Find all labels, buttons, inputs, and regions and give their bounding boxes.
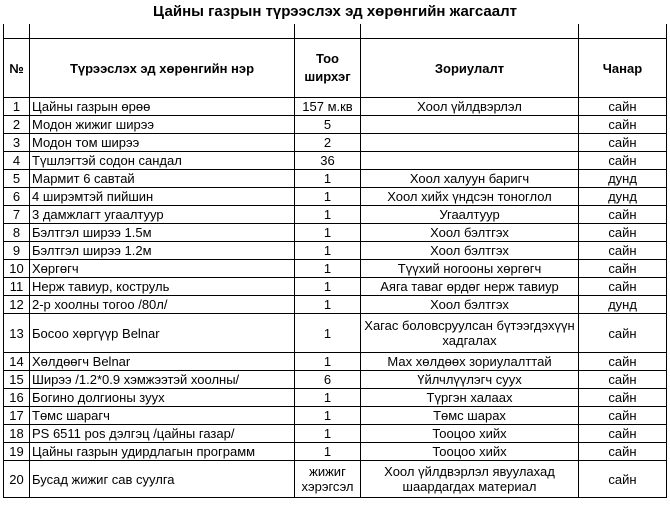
table-row: [4, 389, 667, 407]
cell-quality: сайн: [579, 425, 667, 443]
cell-qty: 1: [295, 353, 361, 371]
cell-name: Бэлтгэл ширээ 1.2м: [30, 242, 295, 260]
cell-name: Бусад жижиг сав суулга: [30, 461, 295, 498]
cell-no: 1: [4, 98, 30, 116]
table-row: [4, 152, 667, 170]
cell-name: Босоо хөргүүр Belnar: [30, 314, 295, 353]
header-no: №: [4, 39, 30, 98]
cell-no: 7: [4, 206, 30, 224]
table-row: [4, 98, 667, 116]
cell-quality: сайн: [579, 371, 667, 389]
cell-quality: сайн: [579, 98, 667, 116]
header-qty: Тоо ширхэг: [295, 39, 361, 98]
table-row: [4, 353, 667, 371]
cell-qty: 1: [295, 224, 361, 242]
cell-qty: 1: [295, 260, 361, 278]
cell-no: 8: [4, 224, 30, 242]
asset-table: [3, 24, 667, 498]
cell-name: Хөлдөөгч Belnar: [30, 353, 295, 371]
table-row: [4, 188, 667, 206]
cell-name: Ширээ /1.2*0.9 хэмжээтэй хоолны/: [30, 371, 295, 389]
cell-purpose: Мах хөлдөөх зориулалттай: [361, 353, 579, 371]
cell-qty: 2: [295, 134, 361, 152]
cell-name: 3 дамжлагт угаалтуур: [30, 206, 295, 224]
cell-purpose: Хоол үйлдвэрлэл явуулахад шаардагдах материал: [361, 461, 579, 498]
cell-quality: сайн: [579, 314, 667, 353]
cell-no: 11: [4, 278, 30, 296]
cell-purpose: Үйлчлүүлэгч суух: [361, 371, 579, 389]
table-row: [4, 443, 667, 461]
table-row: [4, 371, 667, 389]
cell-name: Модон жижиг ширээ: [30, 116, 295, 134]
cell-purpose: Тооцоо хийх: [361, 425, 579, 443]
cell-no: 3: [4, 134, 30, 152]
cell-purpose: Хоол хийх үндсэн тоноглол: [361, 188, 579, 206]
header-name: Түрээслэх эд хөрөнгийн нэр: [30, 39, 295, 98]
header-quality: Чанар: [579, 39, 667, 98]
cell-no: 5: [4, 170, 30, 188]
cell-no: 17: [4, 407, 30, 425]
cell-name: Богино долгионы зуух: [30, 389, 295, 407]
cell-no: 15: [4, 371, 30, 389]
table-row: [4, 278, 667, 296]
cell-qty: 1: [295, 278, 361, 296]
blank-row: [4, 24, 667, 39]
cell-quality: сайн: [579, 389, 667, 407]
cell-name: Мармит 6 савтай: [30, 170, 295, 188]
table-row: [4, 134, 667, 152]
cell-name: PS 6511 pos дэлгэц /цайны газар/: [30, 425, 295, 443]
cell-no: 20: [4, 461, 30, 498]
cell-qty: жижиг хэрэгсэл: [295, 461, 361, 498]
cell-qty: 1: [295, 242, 361, 260]
cell-purpose: Хоол бэлтгэх: [361, 242, 579, 260]
table-row: [4, 314, 667, 353]
cell-quality: сайн: [579, 278, 667, 296]
cell-quality: сайн: [579, 353, 667, 371]
cell-no: 12: [4, 296, 30, 314]
cell-purpose: Тооцоо хийх: [361, 443, 579, 461]
cell-qty: 1: [295, 314, 361, 353]
table-row: [4, 260, 667, 278]
cell-qty: 6: [295, 371, 361, 389]
cell-purpose: Түргэн халаах: [361, 389, 579, 407]
cell-no: 9: [4, 242, 30, 260]
cell-quality: сайн: [579, 224, 667, 242]
cell-qty: 5: [295, 116, 361, 134]
cell-quality: сайн: [579, 461, 667, 498]
cell-no: 4: [4, 152, 30, 170]
cell-purpose: Түүхий ногооны хөргөгч: [361, 260, 579, 278]
cell-purpose: Аяга таваг өрдөг нерж тавиур: [361, 278, 579, 296]
table-row: [4, 224, 667, 242]
cell-purpose: [361, 152, 579, 170]
cell-name: 2-р хоолны тогоо /80л/: [30, 296, 295, 314]
cell-quality: сайн: [579, 206, 667, 224]
cell-qty: 1: [295, 389, 361, 407]
cell-purpose: [361, 116, 579, 134]
cell-purpose: Хоол бэлтгэх: [361, 224, 579, 242]
cell-no: 16: [4, 389, 30, 407]
cell-no: 13: [4, 314, 30, 353]
cell-name: Түшлэгтэй содон сандал: [30, 152, 295, 170]
cell-qty: 1: [295, 443, 361, 461]
cell-quality: дунд: [579, 188, 667, 206]
table-row: [4, 461, 667, 498]
cell-name: Төмс шарагч: [30, 407, 295, 425]
cell-name: Хөргөгч: [30, 260, 295, 278]
table-row: [4, 407, 667, 425]
table-row: [4, 425, 667, 443]
cell-purpose: [361, 134, 579, 152]
cell-name: Цайны газрын өрөө: [30, 98, 295, 116]
cell-quality: сайн: [579, 242, 667, 260]
cell-name: Цайны газрын удирдлагын программ: [30, 443, 295, 461]
cell-qty: 157 м.кв: [295, 98, 361, 116]
table-row: [4, 116, 667, 134]
cell-no: 10: [4, 260, 30, 278]
table-row: [4, 170, 667, 188]
cell-purpose: Хоол үйлдвэрлэл: [361, 98, 579, 116]
cell-no: 19: [4, 443, 30, 461]
cell-quality: сайн: [579, 443, 667, 461]
cell-name: Нерж тавиур, коструль: [30, 278, 295, 296]
cell-no: 14: [4, 353, 30, 371]
table-row: [4, 296, 667, 314]
cell-quality: дунд: [579, 296, 667, 314]
header-row: [4, 39, 667, 98]
table-body: [4, 98, 667, 498]
cell-qty: 1: [295, 206, 361, 224]
cell-no: 6: [4, 188, 30, 206]
cell-qty: 1: [295, 425, 361, 443]
cell-name: Модон том ширээ: [30, 134, 295, 152]
header-purpose: Зориулалт: [361, 39, 579, 98]
cell-quality: дунд: [579, 170, 667, 188]
cell-qty: 1: [295, 407, 361, 425]
cell-quality: сайн: [579, 152, 667, 170]
cell-qty: 1: [295, 188, 361, 206]
cell-quality: сайн: [579, 260, 667, 278]
cell-qty: 36: [295, 152, 361, 170]
cell-no: 2: [4, 116, 30, 134]
cell-purpose: Төмс шарах: [361, 407, 579, 425]
cell-purpose: Угаалтуур: [361, 206, 579, 224]
cell-purpose: Хоол халуун баригч: [361, 170, 579, 188]
page-title: Цайны газрын түрээслэх эд хөрөнгийн жагсаалт: [153, 3, 517, 20]
cell-name: Бэлтгэл ширээ 1.5м: [30, 224, 295, 242]
cell-quality: сайн: [579, 116, 667, 134]
cell-purpose: Хагас боловсруулсан бүтээгдэхүүн хадгалах: [361, 314, 579, 353]
table-row: [4, 206, 667, 224]
cell-no: 18: [4, 425, 30, 443]
cell-qty: 1: [295, 170, 361, 188]
cell-purpose: Хоол бэлтгэх: [361, 296, 579, 314]
table-row: [4, 242, 667, 260]
cell-name: 4 ширэмтэй пийшин: [30, 188, 295, 206]
cell-quality: сайн: [579, 407, 667, 425]
cell-qty: 1: [295, 296, 361, 314]
cell-quality: сайн: [579, 134, 667, 152]
